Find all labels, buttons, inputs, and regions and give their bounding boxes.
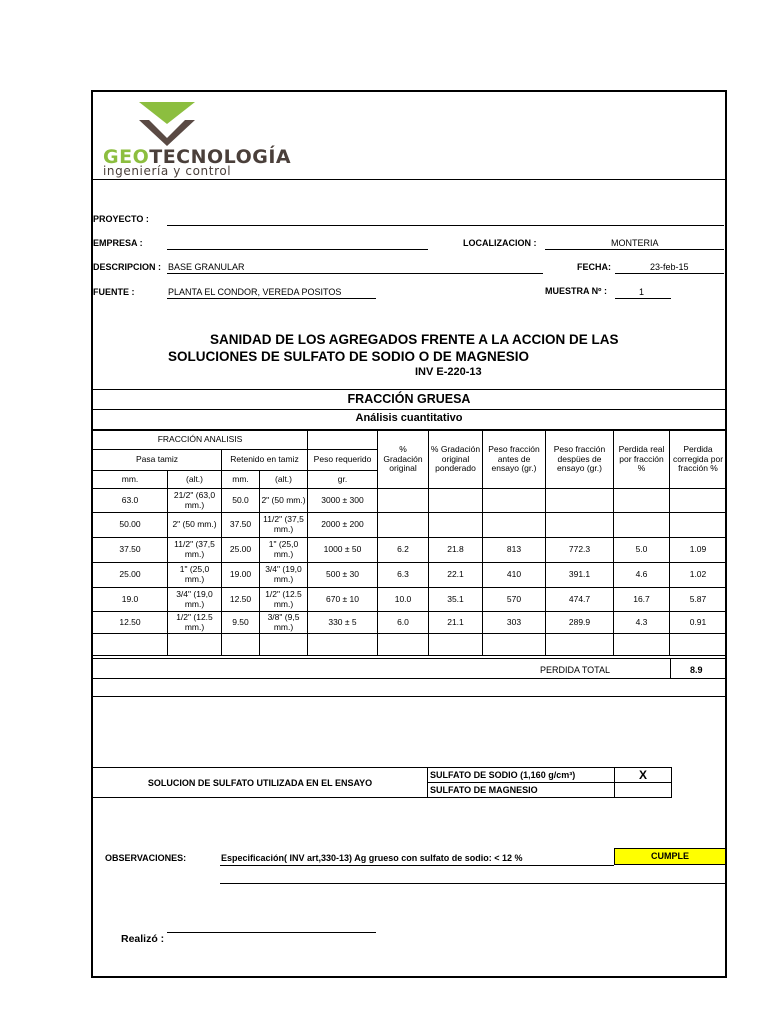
table-row: 25.00 1" (25,0 mm.) 19.00 3/4" (19,0 mm.) 500 ± 30 6.3 22.1 410 391.1 4.6 1.02 — [93, 563, 727, 588]
header-peso-req: Peso requerido — [308, 450, 378, 471]
header-peso-antes: Peso fracción antes de ensayo (gr.) — [483, 431, 546, 489]
unit-gr: gr. — [308, 471, 378, 489]
result-badge: CUMPLE — [614, 848, 726, 865]
muestra-label: MUESTRA Nº : — [545, 286, 607, 296]
unit-mm: mm. — [93, 471, 168, 489]
header-retenido: Retenido en tamiz — [222, 450, 308, 471]
unit-alt: (alt.) — [168, 471, 222, 489]
norm-code: INV E-220-13 — [415, 366, 482, 378]
logo-brand: GEOTECNOLOGÍA — [103, 146, 292, 168]
unit-alt: (alt.) — [260, 471, 308, 489]
table-row: 63.0 21/2" (63,0 mm.) 50.0 2" (50 mm.) 3000 ± 300 — [93, 489, 727, 513]
sulfato-sodio-label: SULFATO DE SODIO (1,160 g/cm³) — [428, 768, 615, 783]
header-perdida-corr: Perdida corregida por fracción % — [670, 431, 727, 489]
fecha-label: FECHA: — [577, 262, 611, 272]
localizacion-value: MONTERIA — [611, 238, 659, 248]
logo-chevron-icon — [137, 100, 197, 146]
empresa-label: EMPRESA : — [93, 238, 143, 248]
header-pasa: Pasa tamiz — [93, 450, 222, 471]
muestra-value: 1 — [639, 287, 645, 297]
header-perdida-real: Perdida real por fracción % — [614, 431, 670, 489]
section-heading: FRACCIÓN GRUESA — [347, 392, 471, 406]
table-row: 19.0 3/4" (19,0 mm.) 12.50 1/2" (12.5 mm.) 670 ± 10 10.0 35.1 570 474.7 16.7 5.87 — [93, 588, 727, 612]
unit-mm: mm. — [222, 471, 260, 489]
descripcion-label: DESCRIPCION : — [93, 262, 162, 272]
sulfato-label: SOLUCION DE SULFATO UTILIZADA EN EL ENSAYO — [93, 768, 428, 798]
observaciones-text: Especificación( INV art,330-13) Ag grueso con sulfato de sodio: < 12 % — [221, 853, 523, 863]
sulfato-magnesio-label: SULFATO DE MAGNESIO — [428, 783, 615, 798]
table-row: 37.50 11/2" (37,5 mm.) 25.00 1" (25,0 mm.) 1000 ± 50 6.2 21.8 813 772.3 5.0 1.09 — [93, 538, 727, 563]
section-subheading: Análisis cuantitativo — [355, 412, 463, 424]
fuente-value: PLANTA EL CONDOR, VEREDA POSITOS — [168, 287, 342, 297]
results-table — [92, 430, 727, 656]
observaciones-label: OBSERVACIONES: — [105, 853, 187, 863]
sulfato-magnesio-mark — [615, 783, 672, 798]
total-label: PERDIDA TOTAL — [540, 665, 611, 675]
logo-tagline: ingeniería y control — [103, 164, 232, 178]
descripcion-value: BASE GRANULAR — [168, 262, 245, 272]
localizacion-label: LOCALIZACION : — [463, 238, 537, 248]
fuente-label: FUENTE : — [93, 287, 135, 297]
sulfato-sodio-mark: X — [615, 768, 672, 783]
table-row: 12.50 1/2" (12.5 mm.) 9.50 3/8" (9,5 mm.) 330 ± 5 6.0 21.1 303 289.9 4.3 0.91 — [93, 612, 727, 634]
divider — [92, 179, 726, 180]
sulfato-table — [92, 767, 672, 798]
table-row-empty — [93, 634, 727, 656]
table-row: 50.00 2" (50 mm.) 37.50 11/2" (37,5 mm.) 2000 ± 200 — [93, 513, 727, 538]
fecha-value: 23-feb-15 — [650, 262, 689, 272]
realizo-label: Realizó : — [121, 933, 165, 945]
header-grad-orig: % Gradación original — [378, 431, 429, 489]
report-title-line2: SOLUCIONES DE SULFATO DE SODIO O DE MAGNESIO — [168, 349, 530, 364]
header-peso-despues: Peso fracción despües de ensayo (gr.) — [546, 431, 614, 489]
header-fraccion: FRACCIÓN ANALISIS — [93, 431, 308, 450]
proyecto-label: PROYECTO : — [93, 214, 149, 224]
total-value: 8.9 — [690, 665, 703, 675]
report-title-line1: SANIDAD DE LOS AGREGADOS FRENTE A LA ACCION DE LAS — [210, 332, 619, 347]
header-grad-pond: % Gradación original ponderado — [429, 431, 483, 489]
